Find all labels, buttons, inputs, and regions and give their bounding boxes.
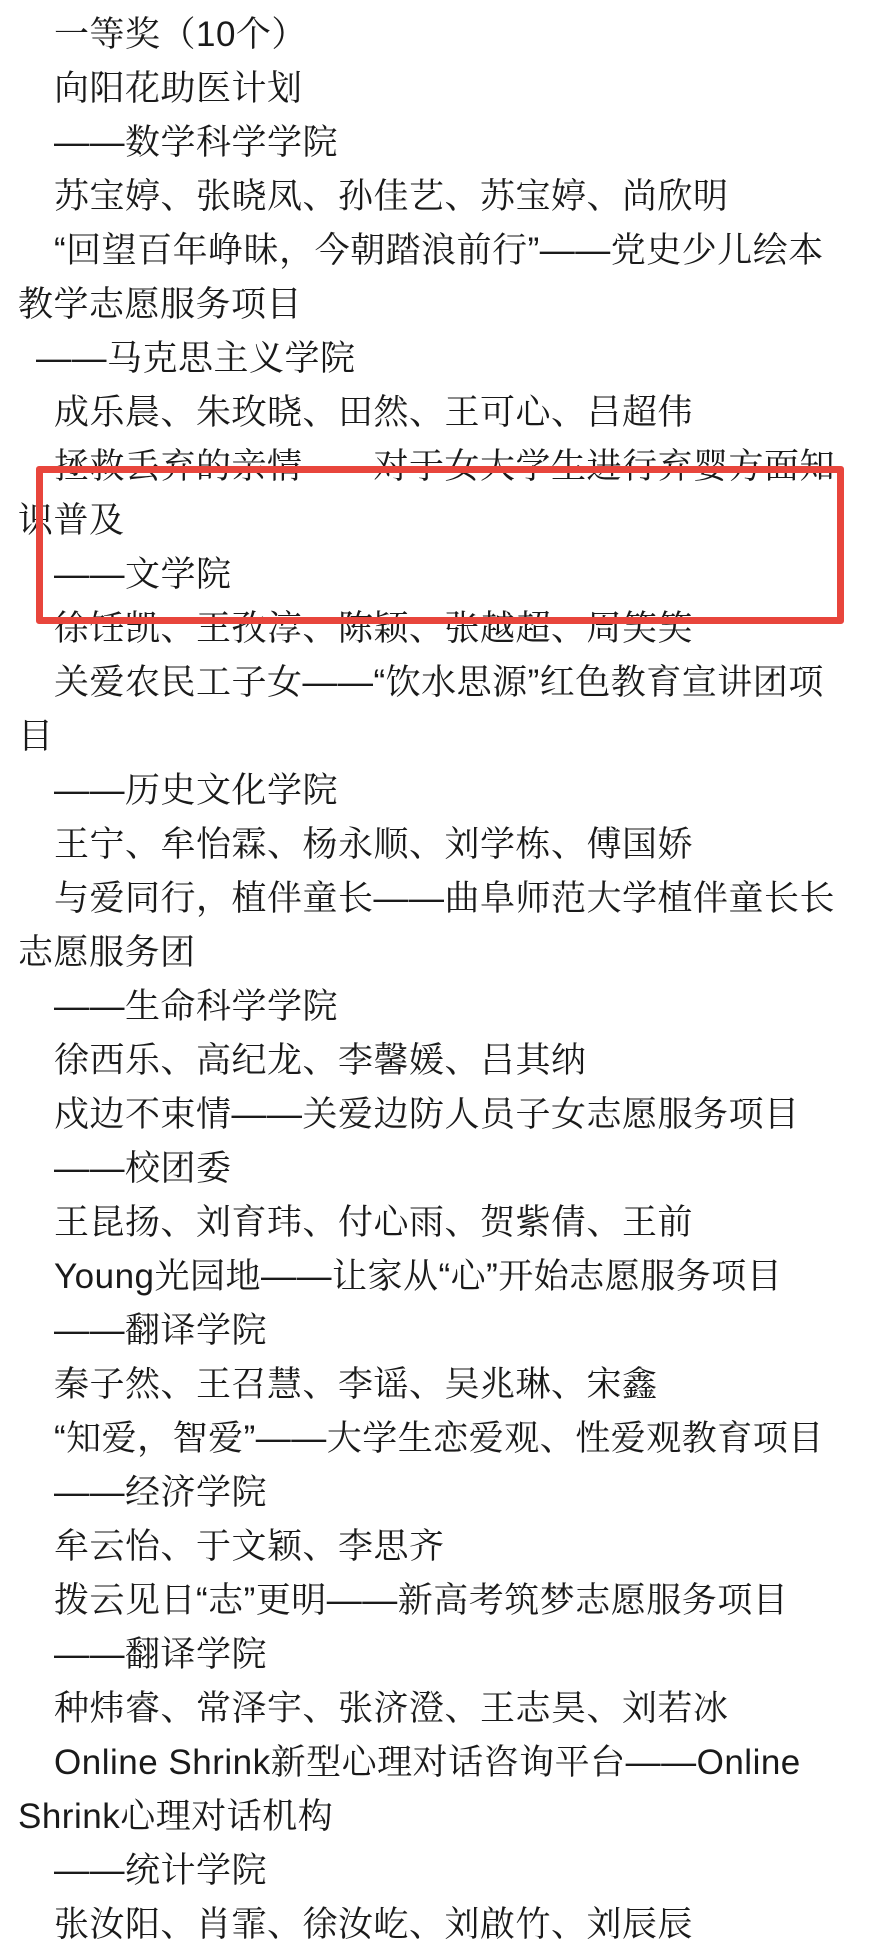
document-line: ——文学院 <box>54 555 232 594</box>
document-line: 徐饪凯、王孜淳、陈颖、张越超、周笑笑 <box>54 609 694 648</box>
document-line: 成乐晨、朱玫晓、田然、王可心、吕超伟 <box>54 393 694 432</box>
document-line: ——统计学院 <box>54 1851 268 1890</box>
document-line: ——马克思主义学院 <box>36 339 356 378</box>
document-line: 种炜睿、常泽宇、张济澄、王志昊、刘若冰 <box>54 1689 729 1728</box>
document-line: ——翻译学院 <box>54 1311 268 1350</box>
document-line: ——生命科学学院 <box>54 987 339 1026</box>
document-line: 与爱同行，植伴童长——曲阜师范大学植伴童长长志愿服务团 <box>18 879 836 972</box>
document-line: 牟云怡、于文颖、李思齐 <box>54 1527 445 1566</box>
document-line: 苏宝婷、张晓凤、孙佳艺、苏宝婷、尚欣明 <box>54 177 729 216</box>
document-line: ——校团委 <box>54 1149 232 1188</box>
document-line: ——经济学院 <box>54 1473 268 1512</box>
document-line-highlighted: 关爱农民工子女——“饮水思源”红色教育宣讲团项目 <box>18 663 824 756</box>
document-line: 戍边不束情——关爱边防人员子女志愿服务项目 <box>54 1095 800 1134</box>
document-line: “知爱，智爱”——大学生恋爱观、性爱观教育项目 <box>54 1419 824 1458</box>
document-line: 向阳花助医计划 <box>54 69 303 108</box>
document-line: ——数学科学学院 <box>54 123 339 162</box>
document-line: “回望百年峥昧，今朝踏浪前行”——党史少儿绘本教学志愿服务项目 <box>18 231 824 324</box>
document-line: 拨云见日“志”更明——新高考筑梦志愿服务项目 <box>54 1581 789 1620</box>
document-line: 徐西乐、高纪龙、李馨媛、吕其纳 <box>54 1041 587 1080</box>
document-line: 一等奖（10个） <box>54 15 307 54</box>
document-line-highlighted: ——历史文化学院 <box>54 771 339 810</box>
document-line: ——翻译学院 <box>54 1635 268 1674</box>
document-line: 张汝阳、肖霏、徐汝屹、刘啟竹、刘辰辰 <box>54 1905 694 1944</box>
document-line: Young光园地——让家从“心”开始志愿服务项目 <box>54 1257 783 1296</box>
document-line: 秦子然、王召慧、李谣、吴兆琳、宋鑫 <box>54 1365 658 1404</box>
document-line: Online Shrink新型心理对话咨询平台——Online Shrink心理对话机构 <box>18 1743 812 1836</box>
document-line-highlighted: 王宁、牟怡霖、杨永顺、刘学栋、傅国娇 <box>54 825 694 864</box>
document-line: 拯救丢弃的亲情——对于女大学生进行弃婴方面知识普及 <box>18 447 836 540</box>
document-line: 王昆扬、刘育玮、付心雨、贺紫倩、王前 <box>54 1203 694 1242</box>
